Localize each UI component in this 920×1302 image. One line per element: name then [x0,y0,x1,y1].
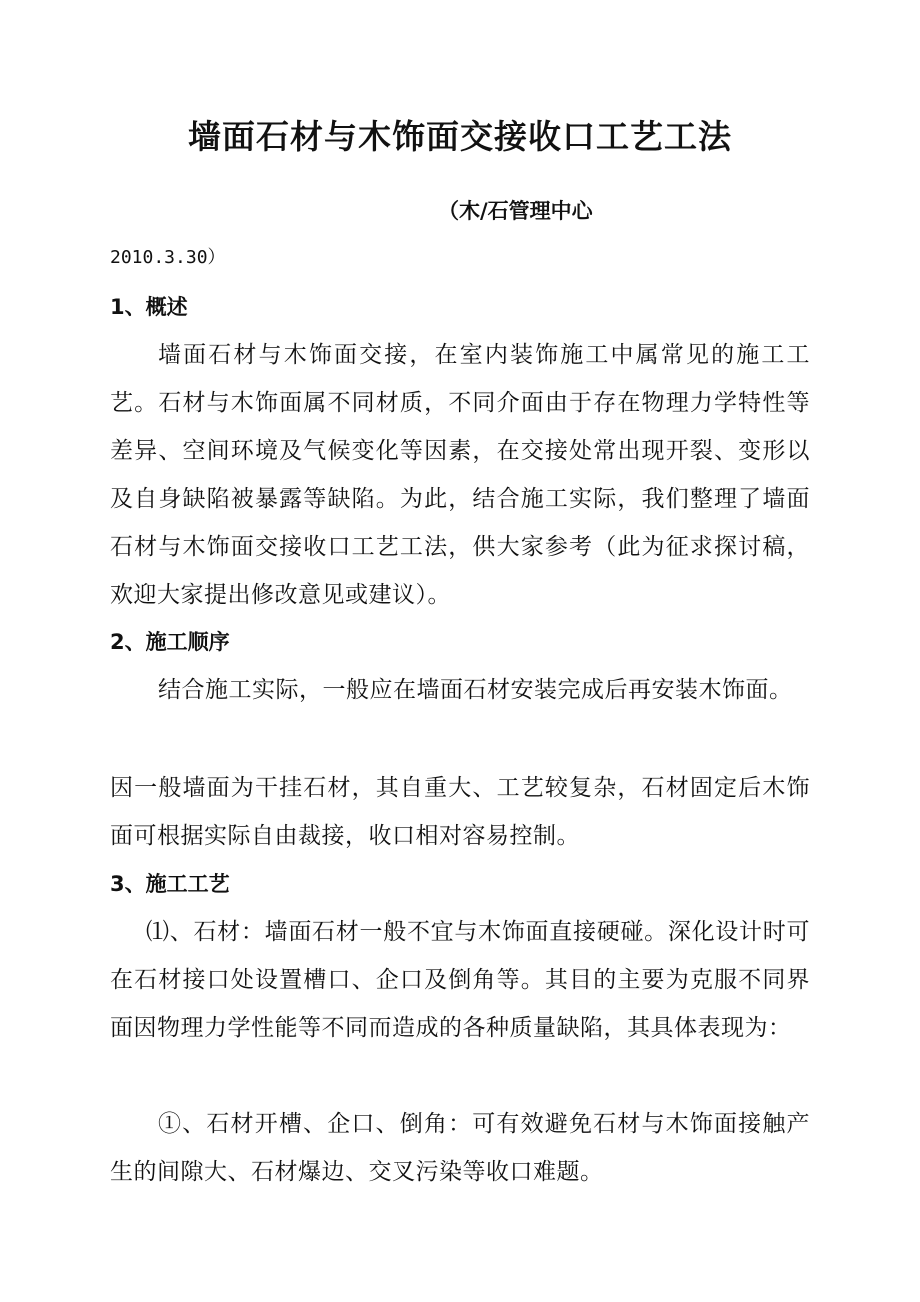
paragraph-construction-order-reason: 因一般墙面为干挂石材，其自重大、工艺较复杂，石材固定后木饰面可根据实际自由裁接，收口相对容易控制。 [110,775,810,849]
section-heading-overview: 1、概述 [110,295,188,319]
document-title: 墙面石材与木饰面交接收口工艺工法 [188,117,732,156]
document-date: 2010.3.30） [110,247,226,268]
document-subtitle: （木/石管理中心 [438,199,593,223]
paragraph-process-stone: ⑴、石材：墙面石材一般不宜与木饰面直接硬碰。深化设计时可在石材接口处设置槽口、企口及倒角等。其目的主要为克服不同界面因物理力学性能等不同而造成的各种质量缺陷，其具体表现为： [110,919,810,1041]
paragraph-overview: 墙面石材与木饰面交接，在室内装饰施工中属常见的施工工艺。石材与木饰面属不同材质，不同介面由于存在物理力学特性等差异、空间环境及气候变化等因素，在交接处常出现开裂、变形以及自身缺陷被暴露等缺陷。为此，结合施工实际，我们整理了墙面石材与木饰面交接收口工艺工法，供大家参考（此为征求探讨稿，欢迎大家提出修改意见或建议）。 [110,342,810,608]
section-heading-construction-order: 2、施工顺序 [110,630,230,654]
paragraph-process-stone-grooving: ①、石材开槽、企口、倒角：可有效避免石材与木饰面接触产生的间隙大、石材爆边、交叉污染等收口难题。 [110,1111,810,1185]
section-heading-process: 3、施工工艺 [110,872,230,896]
paragraph-construction-order: 结合施工实际，一般应在墙面石材安装完成后再安装木饰面。 [158,677,793,703]
